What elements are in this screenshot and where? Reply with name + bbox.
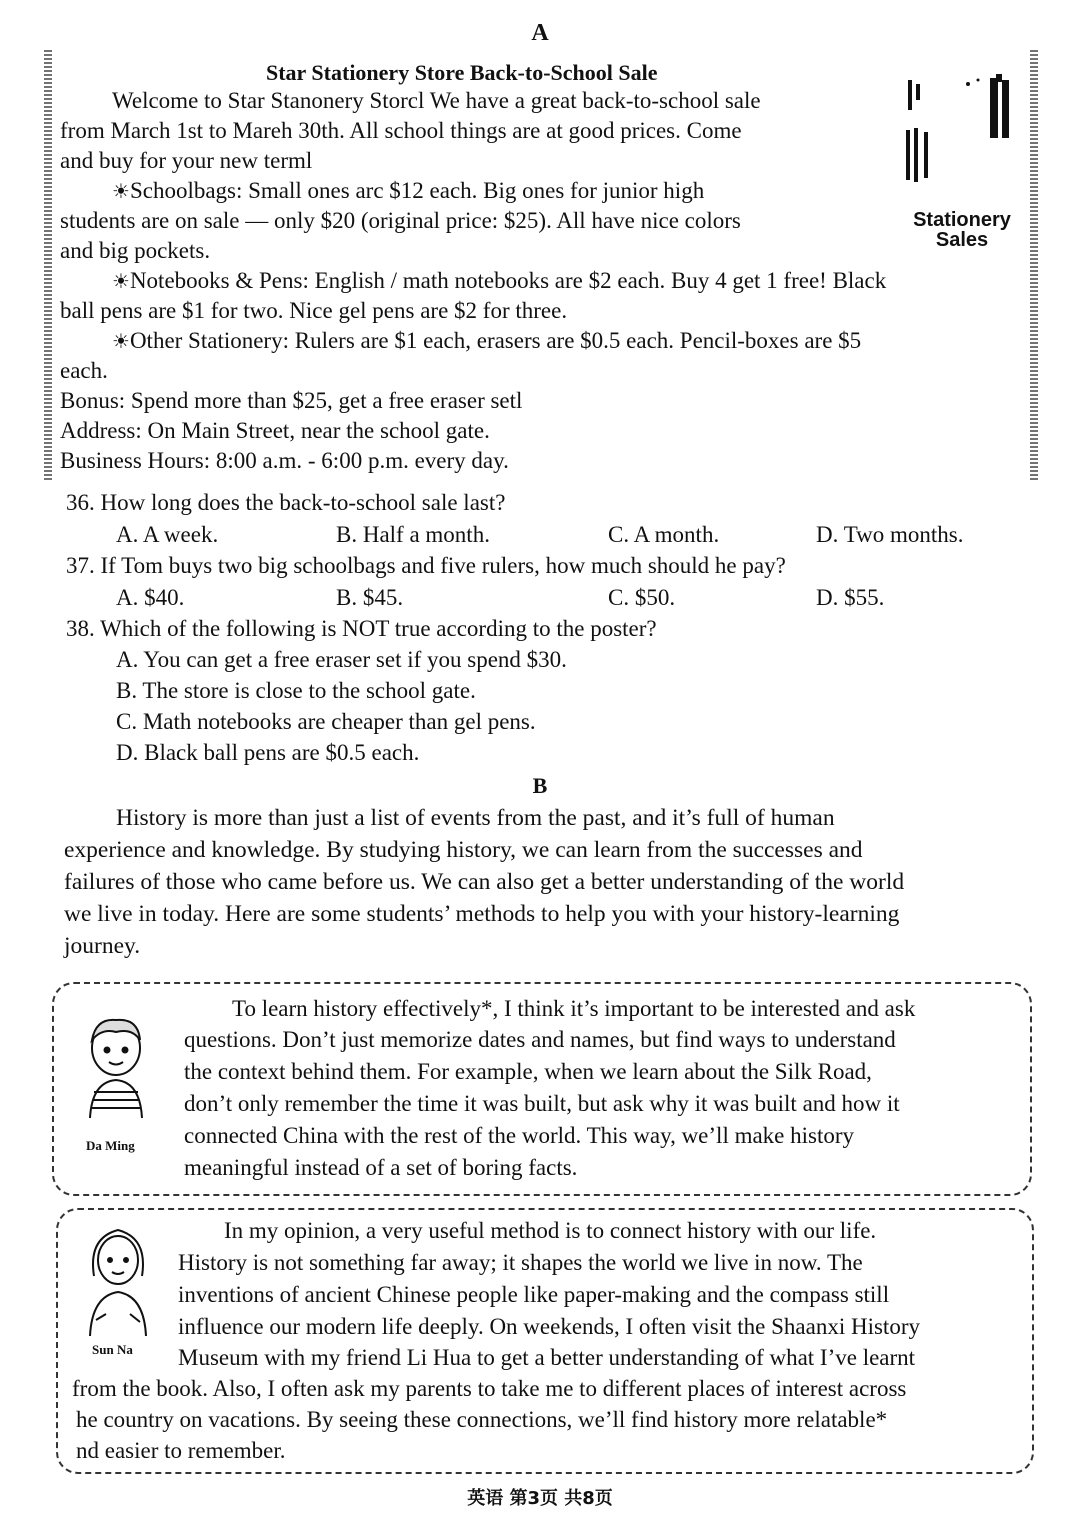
question-option: D. Two months. — [816, 522, 964, 547]
question-option: B. The store is close to the school gate. — [116, 678, 476, 703]
poster-intro-line: Welcome to Star Stanonery Storcl We have a great back-to-school sale — [112, 88, 761, 113]
sun-na-line: History is not something far away; it shapes the world we live in now. The — [178, 1250, 863, 1275]
girl-avatar-icon — [80, 1218, 156, 1338]
passage-line: experience and knowledge. By studying history, we can learn from the successes and — [64, 837, 863, 863]
question-option: B. $45. — [336, 585, 404, 610]
other-stationery-line: each. — [60, 358, 108, 383]
passage-line: failures of those who came before us. We can also get a better understanding of the world — [64, 869, 905, 895]
sun-na-line: In my opinion, a very useful method is to connect history with our life. — [224, 1218, 877, 1243]
question-stem: 37. If Tom buys two big schoolbags and five rulers, how much should he pay? — [66, 553, 786, 578]
question-stem: 36. How long does the back-to-school sale last? — [66, 490, 506, 515]
address-line: Address: On Main Street, near the school gate. — [60, 418, 490, 443]
question-option: C. $50. — [608, 585, 676, 610]
boy-avatar-icon — [76, 1010, 156, 1120]
poster-right-border — [1030, 48, 1038, 480]
passage-line: journey. — [64, 933, 141, 959]
sun-na-line: influence our modern life deeply. On weekends, I often visit the Shaanxi History — [178, 1314, 920, 1339]
schoolbags-line: ☀Schoolbags: Small ones arc $12 each. Big ones for junior high — [112, 178, 705, 203]
pens-icon — [902, 70, 1022, 190]
page-footer: 英语 第3页 共8页 — [467, 1488, 613, 1509]
sun-bullet-icon: ☀ — [112, 329, 130, 353]
passage-line: History is more than just a list of events from the past, and it’s full of human — [116, 805, 835, 831]
question-option: C. Math notebooks are cheaper than gel pens. — [116, 709, 536, 734]
sun-na-line: he country on vacations. By seeing these connections, we’ll find history more relatable* — [76, 1407, 888, 1432]
sun-na-line: inventions of ancient Chinese people like paper-making and the compass still — [178, 1282, 890, 1307]
stationery-logo — [902, 70, 1022, 250]
da-ming-line: don’t only remember the time it was built, but ask why it was built and how it — [184, 1091, 900, 1116]
da-ming-line: the context behind them. For example, when we learn about the Silk Road, — [184, 1059, 872, 1084]
notebooks-line: ☀Notebooks & Pens: English / math notebooks are $2 each. Buy 4 get 1 free! Black — [112, 268, 887, 293]
avatar-name: Da Ming — [86, 1138, 135, 1153]
question-option: A. $40. — [116, 585, 185, 610]
schoolbags-line: students are on sale — only $20 (original price: $25). All have nice colors — [60, 208, 741, 233]
question-option: C. A month. — [608, 522, 720, 547]
section-a-heading: A — [531, 20, 549, 46]
notebooks-line: ball pens are $1 for two. Nice gel pens are $2 for three. — [60, 298, 568, 323]
poster-intro-line: and buy for your new terml — [60, 148, 313, 173]
question-option: A. You can get a free eraser set if you spend $30. — [116, 647, 567, 672]
hours-line: Business Hours: 8:00 a.m. - 6:00 p.m. every day. — [60, 448, 509, 473]
sun-na-line: nd easier to remember. — [76, 1438, 286, 1463]
question-option: A. A week. — [116, 522, 219, 547]
da-ming-line: meaningful instead of a set of boring facts. — [184, 1155, 578, 1180]
other-stationery-line: ☀Other Stationery: Rulers are $1 each, erasers are $0.5 each. Pencil-boxes are $5 — [112, 328, 862, 353]
poster-title: Star Stationery Store Back-to-School Sale — [266, 60, 658, 85]
bonus-line: Bonus: Spend more than $25, get a free eraser setl — [60, 388, 523, 413]
da-ming-line: To learn history effectively*, I think it’s important to be interested and ask — [232, 996, 916, 1021]
logo-text-line: Stationery — [913, 209, 1011, 231]
logo-text-line: Sales — [935, 229, 989, 251]
da-ming-line: connected China with the rest of the world. This way, we’ll make history — [184, 1123, 855, 1148]
sale-poster — [44, 48, 1038, 480]
sun-na-line: from the book. Also, I often ask my parents to take me to different places of interest across — [72, 1376, 907, 1401]
section-b-heading: B — [532, 773, 548, 798]
da-ming-box — [52, 982, 1032, 1196]
schoolbags-line: and big pockets. — [60, 238, 211, 263]
question-stem: 38. Which of the following is NOT true according to the poster? — [66, 616, 657, 641]
avatar-name: Sun Na — [92, 1342, 133, 1357]
passage-line: we live in today. Here are some students’ methods to help you with your history-learning — [64, 901, 900, 927]
question-option: B. Half a month. — [336, 522, 490, 547]
poster-left-border — [44, 48, 52, 480]
question-option: D. Black ball pens are $0.5 each. — [116, 740, 420, 765]
sun-na-box — [56, 1208, 1034, 1474]
sun-na-line: Museum with my friend Li Hua to get a better understanding of what I’ve learnt — [178, 1345, 916, 1370]
da-ming-line: questions. Don’t just memorize dates and names, but find ways to understand — [184, 1027, 896, 1052]
sun-bullet-icon: ☀ — [112, 179, 130, 203]
question-option: D. $55. — [816, 585, 885, 610]
poster-intro-line: from March 1st to Mareh 30th. All school things are at good prices. Come — [60, 118, 742, 143]
sun-bullet-icon: ☀ — [112, 269, 130, 293]
